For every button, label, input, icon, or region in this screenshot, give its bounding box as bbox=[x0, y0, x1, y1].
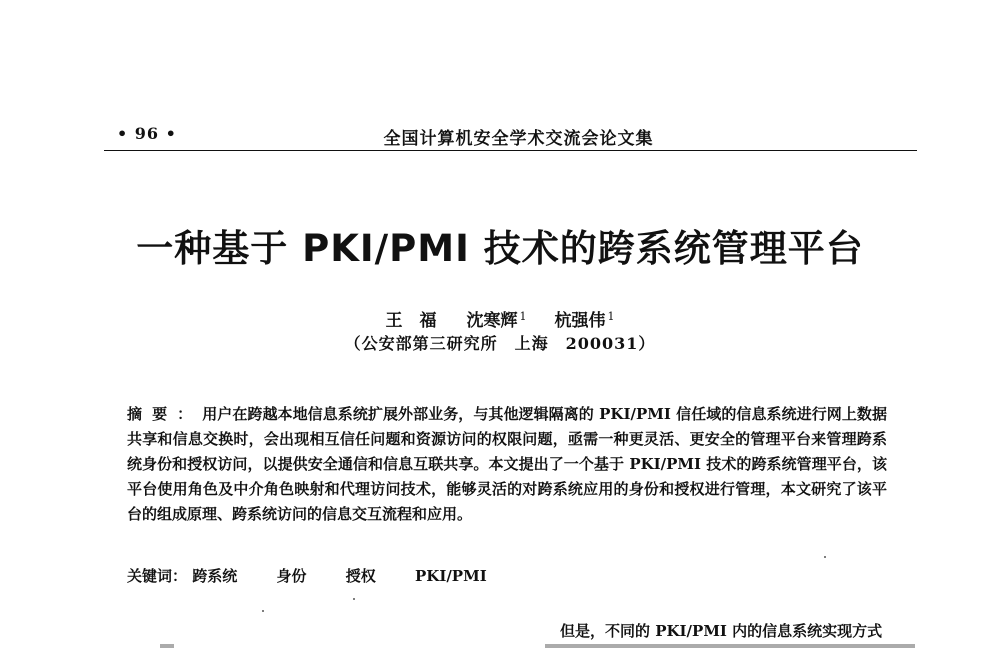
author-name: 杭强伟 bbox=[554, 311, 606, 331]
keyword-item: 身份 bbox=[276, 567, 307, 585]
scan-speck bbox=[824, 556, 826, 558]
clipped-next-line bbox=[545, 644, 915, 648]
scan-speck bbox=[353, 598, 355, 600]
author-1 bbox=[386, 311, 439, 331]
keyword-item: 跨系统 bbox=[192, 567, 238, 585]
keywords-label: 关键词： bbox=[127, 567, 188, 585]
author-name: 王 福 bbox=[385, 311, 437, 331]
abstract bbox=[127, 402, 887, 527]
author-affiliation-mark: 1 bbox=[607, 310, 615, 323]
paper-title: 一种基于 PKI/PMI 技术的跨系统管理平台 bbox=[136, 227, 864, 270]
author-list bbox=[0, 306, 1000, 331]
page-number: • 96 • bbox=[117, 124, 177, 143]
header-rule bbox=[104, 150, 917, 151]
scan-speck bbox=[262, 610, 264, 612]
author-name: 沈寒辉 bbox=[466, 311, 518, 331]
clipped-next-line bbox=[160, 644, 174, 648]
keyword-item: 授权 bbox=[345, 567, 376, 585]
abstract-text: 用户在跨越本地信息系统扩展外部业务，与其他逻辑隔离的 PKI/PMI 信任域的信息系统进行网上数据共享和信息交换时，会出现相互信任问题和资源访问的权限问题，亟需一种更灵活、更安全的管理平台来管理跨系统身份和授权访问，以提供安全通信和信息互联共享。本文提出了一个基于 PKI/PMI 技术的跨系统管理平台，该平台使用角色及中介角色映射和代理访问技术，能够灵活的对跨系统应用的身份和授权进行管理，本文研究了该平台的组成原理、跨系统访问的信息交互流程和应用。 bbox=[127, 405, 887, 523]
author-3 bbox=[555, 311, 615, 331]
author-2 bbox=[467, 311, 527, 331]
running-head-title: 全国计算机安全学术交流会论文集 bbox=[383, 129, 654, 149]
keyword-item: PKI/PMI bbox=[415, 567, 487, 585]
affiliation: （公安部第三研究所 上海 200031） bbox=[344, 334, 656, 353]
author-affiliation-mark: 1 bbox=[519, 310, 527, 323]
body-text-start: 但是，不同的 PKI/PMI 内的信息系统实现方式 bbox=[560, 622, 883, 640]
abstract-label: 摘要： bbox=[127, 405, 203, 423]
keywords bbox=[127, 565, 521, 586]
